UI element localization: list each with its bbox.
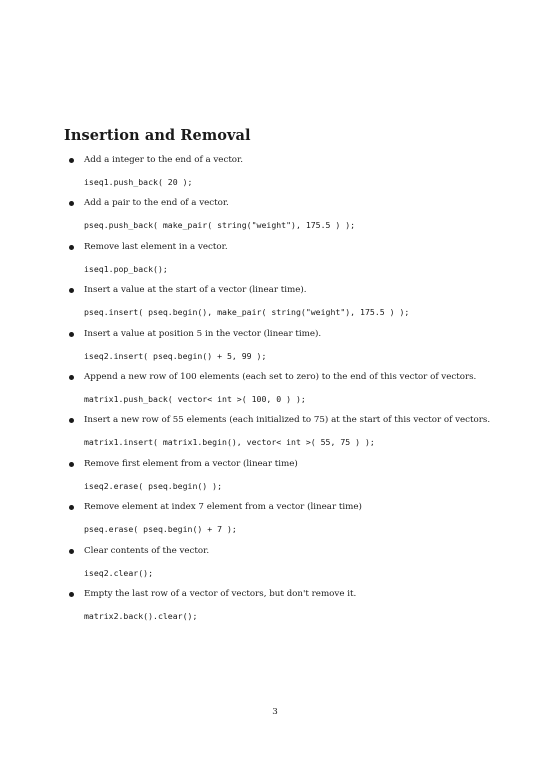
list-item bbox=[64, 588, 504, 631]
item-description: Append a new row of 100 elements (each set to zero) to the end of this vector of vectors. bbox=[84, 371, 477, 382]
item-description: Add a integer to the end of a vector. bbox=[84, 155, 243, 165]
item-description: Insert a value at position 5 in the vector (linear time). bbox=[84, 328, 322, 339]
item-description: Remove last element in a vector. bbox=[84, 241, 228, 252]
code-snippet: pseq.erase( pseq.begin() + 7 ); bbox=[84, 524, 237, 535]
list-item bbox=[64, 414, 504, 457]
bullet-icon bbox=[69, 201, 74, 206]
bullet-icon bbox=[69, 245, 74, 250]
code-snippet: iseq2.erase( pseq.begin() ); bbox=[84, 480, 223, 491]
bullet-icon bbox=[69, 592, 74, 597]
list-item bbox=[64, 328, 504, 371]
bullet-icon bbox=[69, 505, 74, 510]
item-description: Remove first element from a vector (linear time) bbox=[84, 458, 298, 469]
item-description: Remove element at index 7 element from a vector (linear time) bbox=[84, 502, 362, 513]
bullet-icon bbox=[69, 418, 74, 423]
list-item bbox=[64, 154, 504, 197]
code-snippet: matrix1.insert( matrix1.begin(), vector< int >( 55, 75 ) ); bbox=[84, 437, 375, 448]
bullet-icon bbox=[69, 158, 74, 163]
list-item bbox=[64, 284, 504, 327]
code-snippet: iseq1.push_back( 20 ); bbox=[84, 177, 193, 187]
item-list bbox=[64, 154, 504, 631]
item-description: Empty the last row of a vector of vectors, but don't remove it. bbox=[84, 588, 357, 599]
bullet-icon bbox=[69, 375, 74, 380]
bullet-icon bbox=[69, 288, 74, 293]
page-number: 3 bbox=[272, 707, 278, 717]
list-item bbox=[64, 371, 504, 414]
code-snippet: iseq1.pop_back(); bbox=[84, 263, 168, 274]
code-snippet: matrix2.back().clear(); bbox=[84, 610, 198, 621]
list-item bbox=[64, 458, 504, 501]
bullet-icon bbox=[69, 549, 74, 554]
list-item bbox=[64, 501, 504, 544]
section-title: Insertion and Removal bbox=[64, 127, 251, 144]
code-snippet: iseq2.clear(); bbox=[84, 567, 154, 578]
item-description: Clear contents of the vector. bbox=[84, 545, 210, 556]
bullet-icon bbox=[69, 462, 74, 467]
list-item bbox=[64, 197, 504, 240]
item-description: Insert a value at the start of a vector (linear time). bbox=[84, 285, 307, 296]
code-snippet: pseq.push_back( make_pair( string("weight"), 175.5 ) ); bbox=[84, 220, 356, 231]
code-snippet: matrix1.push_back( vector< int >( 100, 0 ) ); bbox=[84, 393, 306, 404]
item-description: Add a pair to the end of a vector. bbox=[84, 198, 229, 209]
bullet-icon bbox=[69, 332, 74, 337]
list-item bbox=[64, 241, 504, 284]
item-description: Insert a new row of 55 elements (each initialized to 75) at the start of this vector of vectors. bbox=[84, 415, 491, 426]
list-item bbox=[64, 545, 504, 588]
code-snippet: iseq2.insert( pseq.begin() + 5, 99 ); bbox=[84, 350, 267, 361]
code-snippet: pseq.insert( pseq.begin(), make_pair( string("weight"), 175.5 ) ); bbox=[84, 307, 410, 318]
